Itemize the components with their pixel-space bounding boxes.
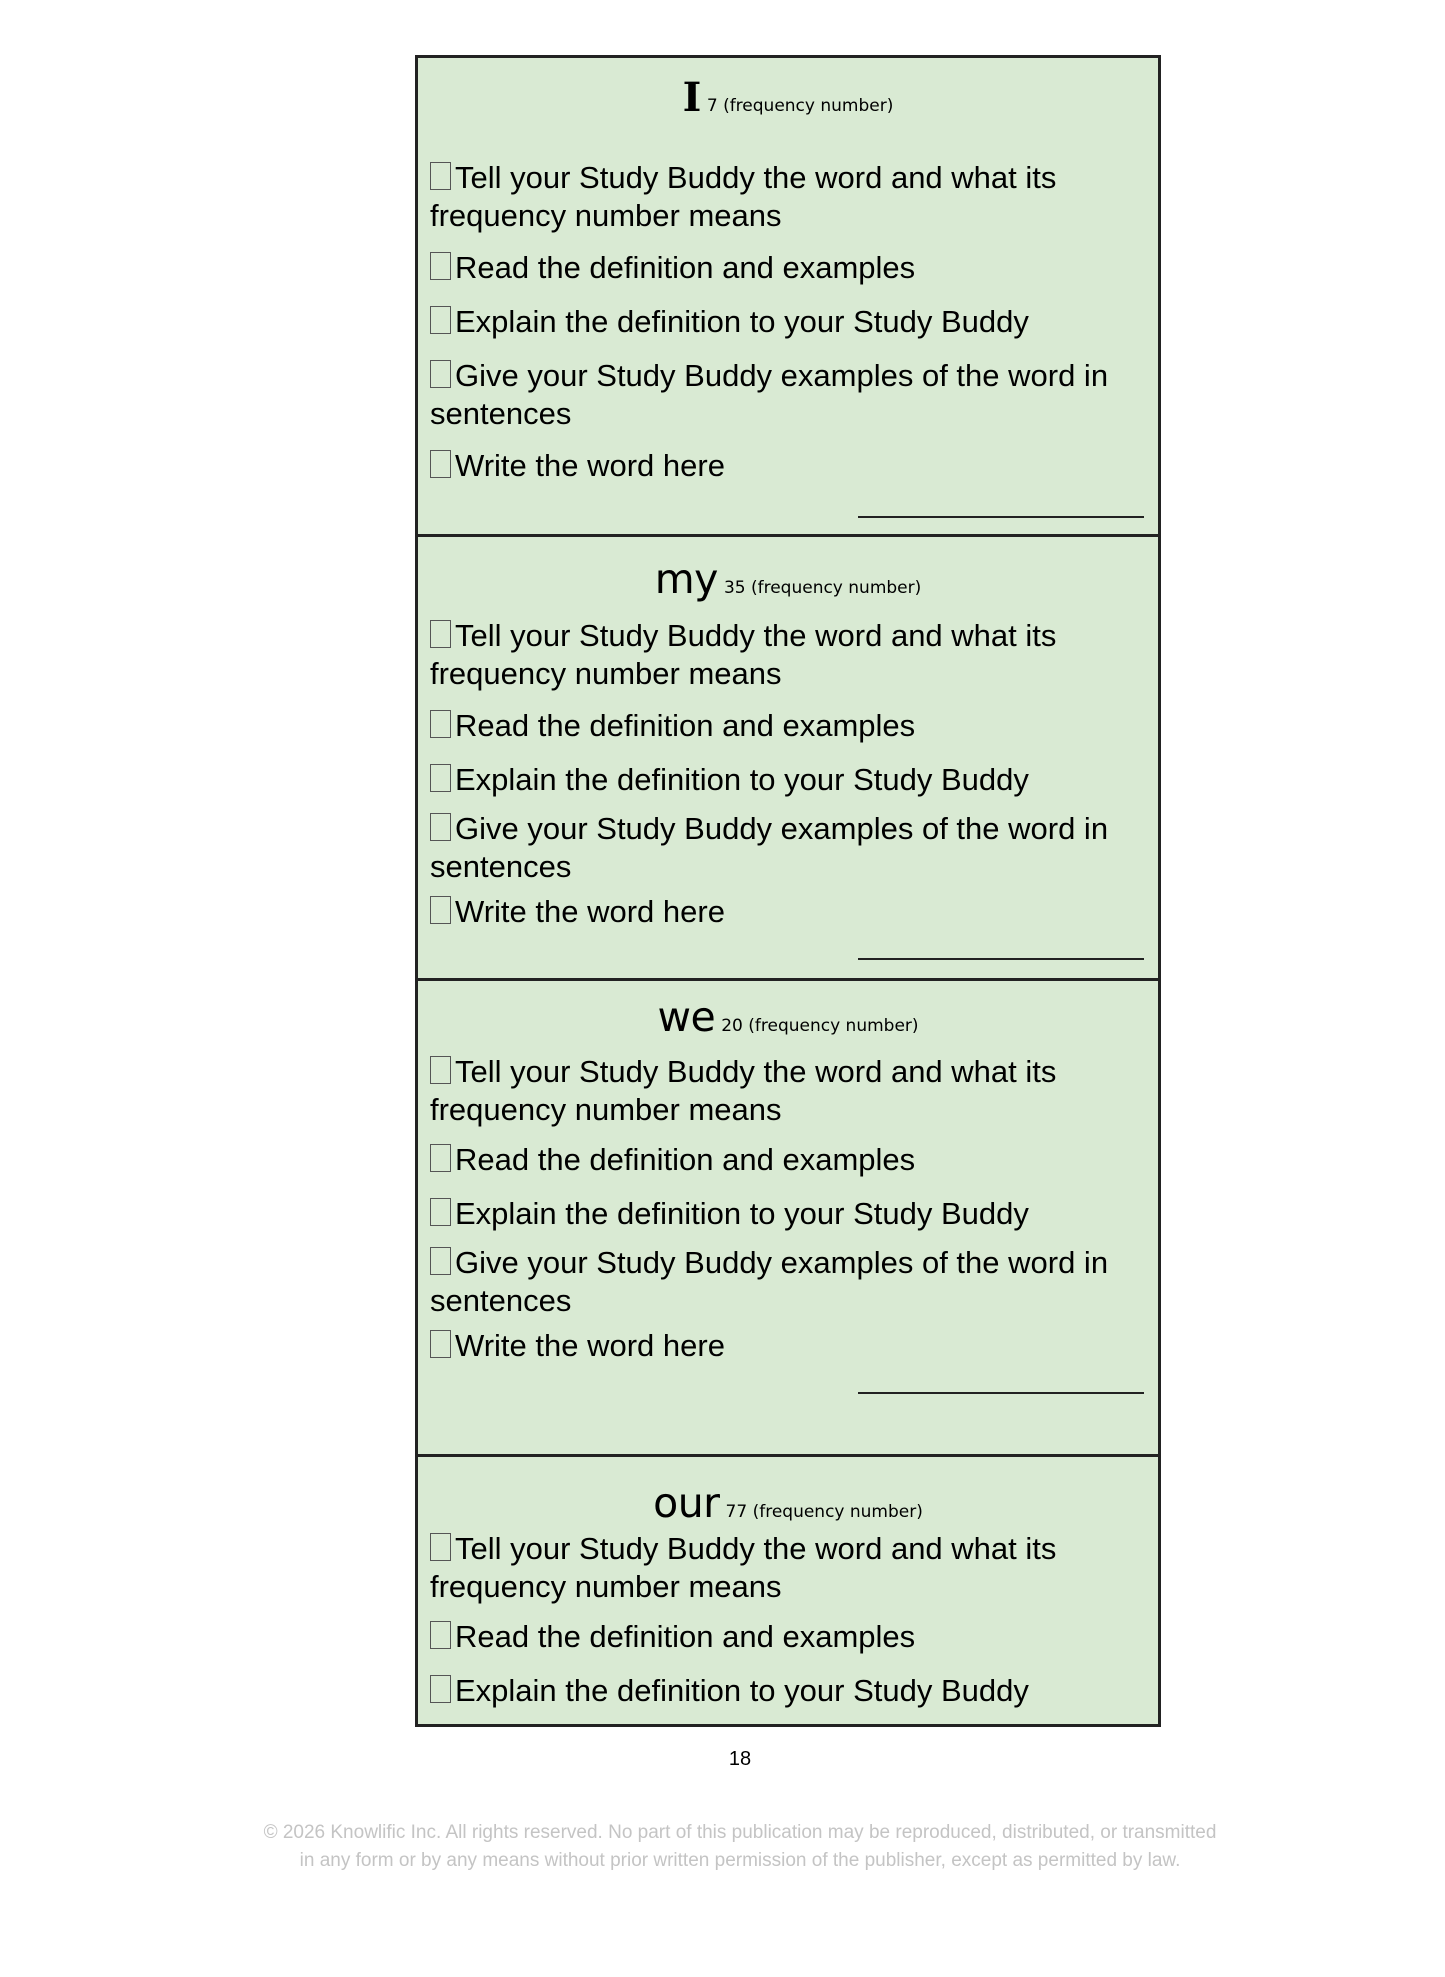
task-item: [430, 159, 1130, 235]
checkbox[interactable]: [430, 896, 451, 924]
checkbox[interactable]: [430, 1330, 451, 1358]
task-label: Tell your Study Buddy the word and what its frequency number means: [430, 160, 1057, 233]
word-card-i: [418, 58, 1158, 534]
checkbox[interactable]: [430, 1198, 451, 1226]
task-label: Tell your Study Buddy the word and what its frequency number means: [430, 1531, 1057, 1604]
task-item: [430, 357, 1130, 433]
checkbox[interactable]: [430, 162, 451, 190]
copyright-line-2: in any form or by any means without prior written permission of the publisher, except as permitted by law.: [299, 1850, 1181, 1871]
task-item: [430, 1141, 1130, 1179]
task-item: [430, 707, 1130, 745]
checkbox[interactable]: [430, 620, 451, 648]
word-card-we: [418, 978, 1158, 1454]
frequency-number: 7 (frequency number): [706, 96, 894, 116]
task-label: Give your Study Buddy examples of the word in sentences: [430, 1245, 1109, 1318]
word-header: [418, 1479, 1158, 1527]
word-header: [418, 555, 1158, 603]
task-label: Write the word here: [455, 894, 725, 929]
checkbox[interactable]: [430, 764, 451, 792]
word-title: my: [654, 555, 718, 603]
task-label: Explain the definition to your Study Buddy: [455, 762, 1029, 797]
copyright-line-1: © 2026 Knowlific Inc. All rights reserved. No part of this publication may be reproduced, distributed, or transmitted: [263, 1822, 1217, 1843]
task-item: [430, 1195, 1130, 1233]
task-label: Read the definition and examples: [455, 1142, 916, 1177]
word-header: [418, 74, 1158, 121]
task-label: Tell your Study Buddy the word and what its frequency number means: [430, 1054, 1057, 1127]
word-header: [418, 993, 1158, 1041]
word-card-our: [418, 1454, 1158, 1724]
checkbox[interactable]: [430, 306, 451, 334]
task-item: [430, 761, 1130, 799]
task-label: Explain the definition to your Study Buddy: [455, 1196, 1029, 1231]
task-label: Tell your Study Buddy the word and what its frequency number means: [430, 618, 1057, 691]
task-label: Read the definition and examples: [455, 1619, 916, 1654]
copyright-notice: [0, 1819, 1445, 1875]
write-line[interactable]: [858, 1392, 1144, 1394]
task-label: Explain the definition to your Study Buddy: [455, 304, 1029, 339]
checkbox[interactable]: [430, 1533, 451, 1561]
task-item: [430, 1053, 1130, 1129]
task-label: Give your Study Buddy examples of the word in sentences: [430, 358, 1109, 431]
checkbox[interactable]: [430, 1675, 451, 1703]
task-item: [430, 1530, 1130, 1606]
task-item: [430, 1327, 1130, 1365]
write-line[interactable]: [858, 958, 1144, 960]
checkbox[interactable]: [430, 1247, 451, 1275]
checkbox[interactable]: [430, 813, 451, 841]
checkbox[interactable]: [430, 450, 451, 478]
task-item: [430, 810, 1130, 886]
page-number: 18: [728, 1748, 752, 1770]
task-item: [430, 1618, 1130, 1656]
word-title: our: [653, 1479, 720, 1527]
checkbox[interactable]: [430, 710, 451, 738]
word-study-table: [415, 55, 1161, 1727]
checkbox[interactable]: [430, 252, 451, 280]
task-label: Write the word here: [455, 1328, 725, 1363]
task-label: Write the word here: [455, 448, 725, 483]
task-item: [430, 303, 1130, 341]
frequency-number: 77 (frequency number): [725, 1502, 923, 1522]
frequency-number: 35 (frequency number): [723, 578, 922, 598]
task-label: Read the definition and examples: [455, 708, 916, 743]
task-label: Explain the definition to your Study Buddy: [455, 1673, 1029, 1708]
checkbox[interactable]: [430, 360, 451, 388]
task-label: Read the definition and examples: [455, 250, 916, 285]
checkbox[interactable]: [430, 1621, 451, 1649]
task-item: [430, 1244, 1130, 1320]
write-line[interactable]: [858, 516, 1144, 518]
task-item: [430, 893, 1130, 931]
word-title: we: [657, 993, 716, 1041]
checkbox[interactable]: [430, 1056, 451, 1084]
task-label: Give your Study Buddy examples of the word in sentences: [430, 811, 1109, 884]
task-item: [430, 249, 1130, 287]
task-item: [430, 1672, 1130, 1710]
frequency-number: 20 (frequency number): [721, 1016, 919, 1036]
word-title: I: [682, 74, 701, 121]
task-item: [430, 447, 1130, 485]
word-card-my: [418, 534, 1158, 978]
task-item: [430, 617, 1130, 693]
checkbox[interactable]: [430, 1144, 451, 1172]
